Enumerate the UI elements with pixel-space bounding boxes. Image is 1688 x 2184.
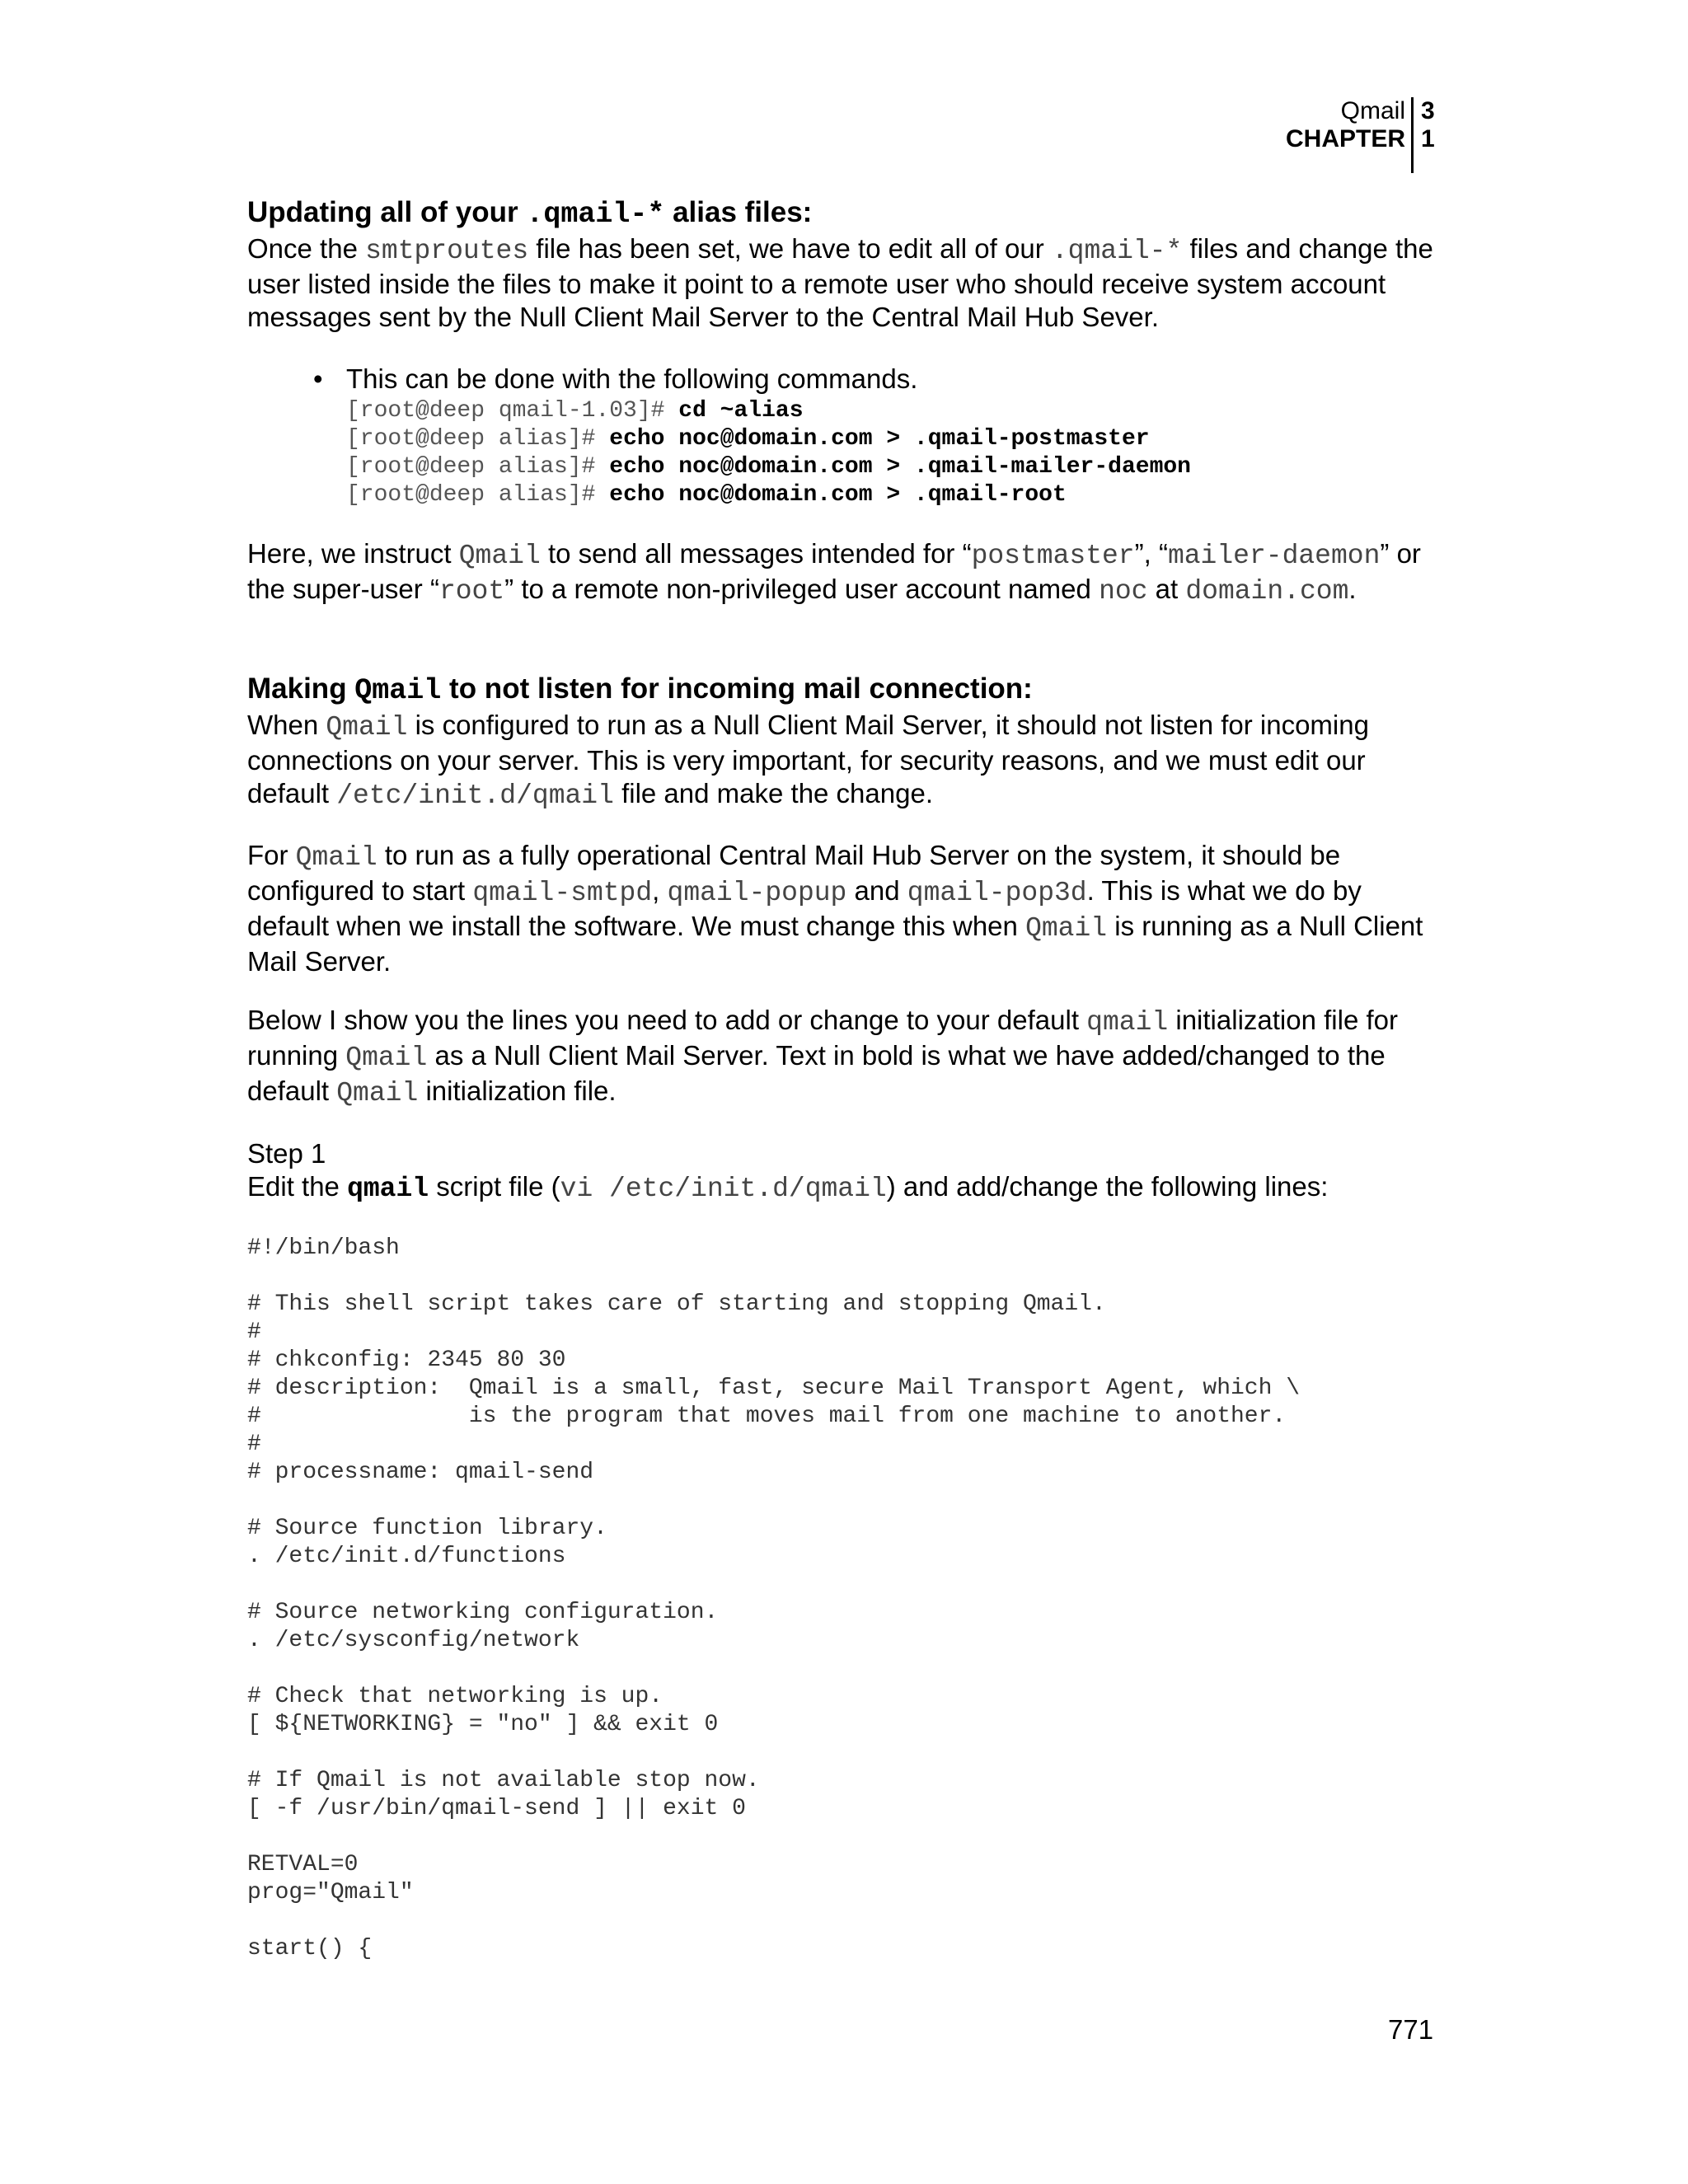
code-listing-qmail-init: #!/bin/bash # This shell script takes care of starting and stopping Qmail. # # chkconfig: 2345 80 30 # description: Qmail is a small, fast, secure Mail Transport Agent, which \ # is the program that moves mail from one machine to another. # # processname: qmail-send # Source function library. . /etc/init.d/functions # Source networking configuration. . /etc/sysconfig/network # Check that networking is up. [ ${NETWORKING} = "no" ] && exit 0 # If Qmail is not available stop now. [ -f /usr/bin/qmail-send ] || exit 0 RETVAL=0 prog="Qmail" start() {	[247, 1235, 1301, 1961]
step-label: Step 1	[247, 1138, 326, 1169]
running-header	[1286, 97, 1405, 153]
command-line: [root@deep alias]# echo noc@domain.com > .qmail-root	[346, 482, 1067, 508]
header-chapter-number: 3 1	[1421, 97, 1435, 152]
header-divider	[1411, 97, 1414, 173]
section-heading-alias-files: Updating all of your .qmail-* alias files:	[247, 196, 813, 231]
header-title: Qmail	[1340, 97, 1405, 124]
command-block	[346, 397, 1191, 509]
page-number: 771	[1388, 2014, 1434, 2045]
command-line: [root@deep qmail-1.03]# cd ~alias	[346, 398, 804, 424]
paragraph-smtproutes: Once the smtproutes file has been set, we have to edit all of our .qmail-* files and change the user listed inside the files to make it point to a remote user who should receive system account messages sent by the Null Client Mail Server to the Central Mail Hub Sever.	[247, 233, 1433, 332]
section-heading-not-listen: Making Qmail to not listen for incoming mail connection:	[247, 673, 1033, 707]
paragraph-instruct: Here, we instruct Qmail to send all messages intended for “postmaster”, “mailer-daemon” or the super-user “root” to a remote non-privileged user account named noc at domain.com.	[247, 538, 1421, 607]
paragraph-null-client: When Qmail is configured to run as a Null Client Mail Server, it should not listen for incoming connections on your server. This is very important, for security reasons, and we must edit our default /etc/init.d/qmail file and make the change.	[247, 710, 1369, 811]
command-line: [root@deep alias]# echo noc@domain.com > .qmail-postmaster	[346, 426, 1150, 452]
command-line: [root@deep alias]# echo noc@domain.com > .qmail-mailer-daemon	[346, 454, 1191, 480]
bullet-text: This can be done with the following commands.	[346, 363, 918, 394]
bullet-marker: •	[313, 363, 323, 394]
header-chapter-label: CHAPTER	[1285, 125, 1405, 152]
paragraph-below-lines: Below I show you the lines you need to add or change to your default qmail initialization file for running Qmail as a Null Client Mail Server. Text in bold is what we have added/changed to the default Qmail initialization file.	[247, 1005, 1398, 1108]
step-instruction: Edit the qmail script file (vi /etc/init.d/qmail) and add/change the following lines:	[247, 1171, 1329, 1204]
paragraph-central-hub: For Qmail to run as a fully operational Central Mail Hub Server on the system, it should be configured to start qmail-smtpd, qmail-popup and qmail-pop3d. This is what we do by default when we install the software. We must change this when Qmail is running as a Null Client Mail Server.	[247, 840, 1423, 977]
